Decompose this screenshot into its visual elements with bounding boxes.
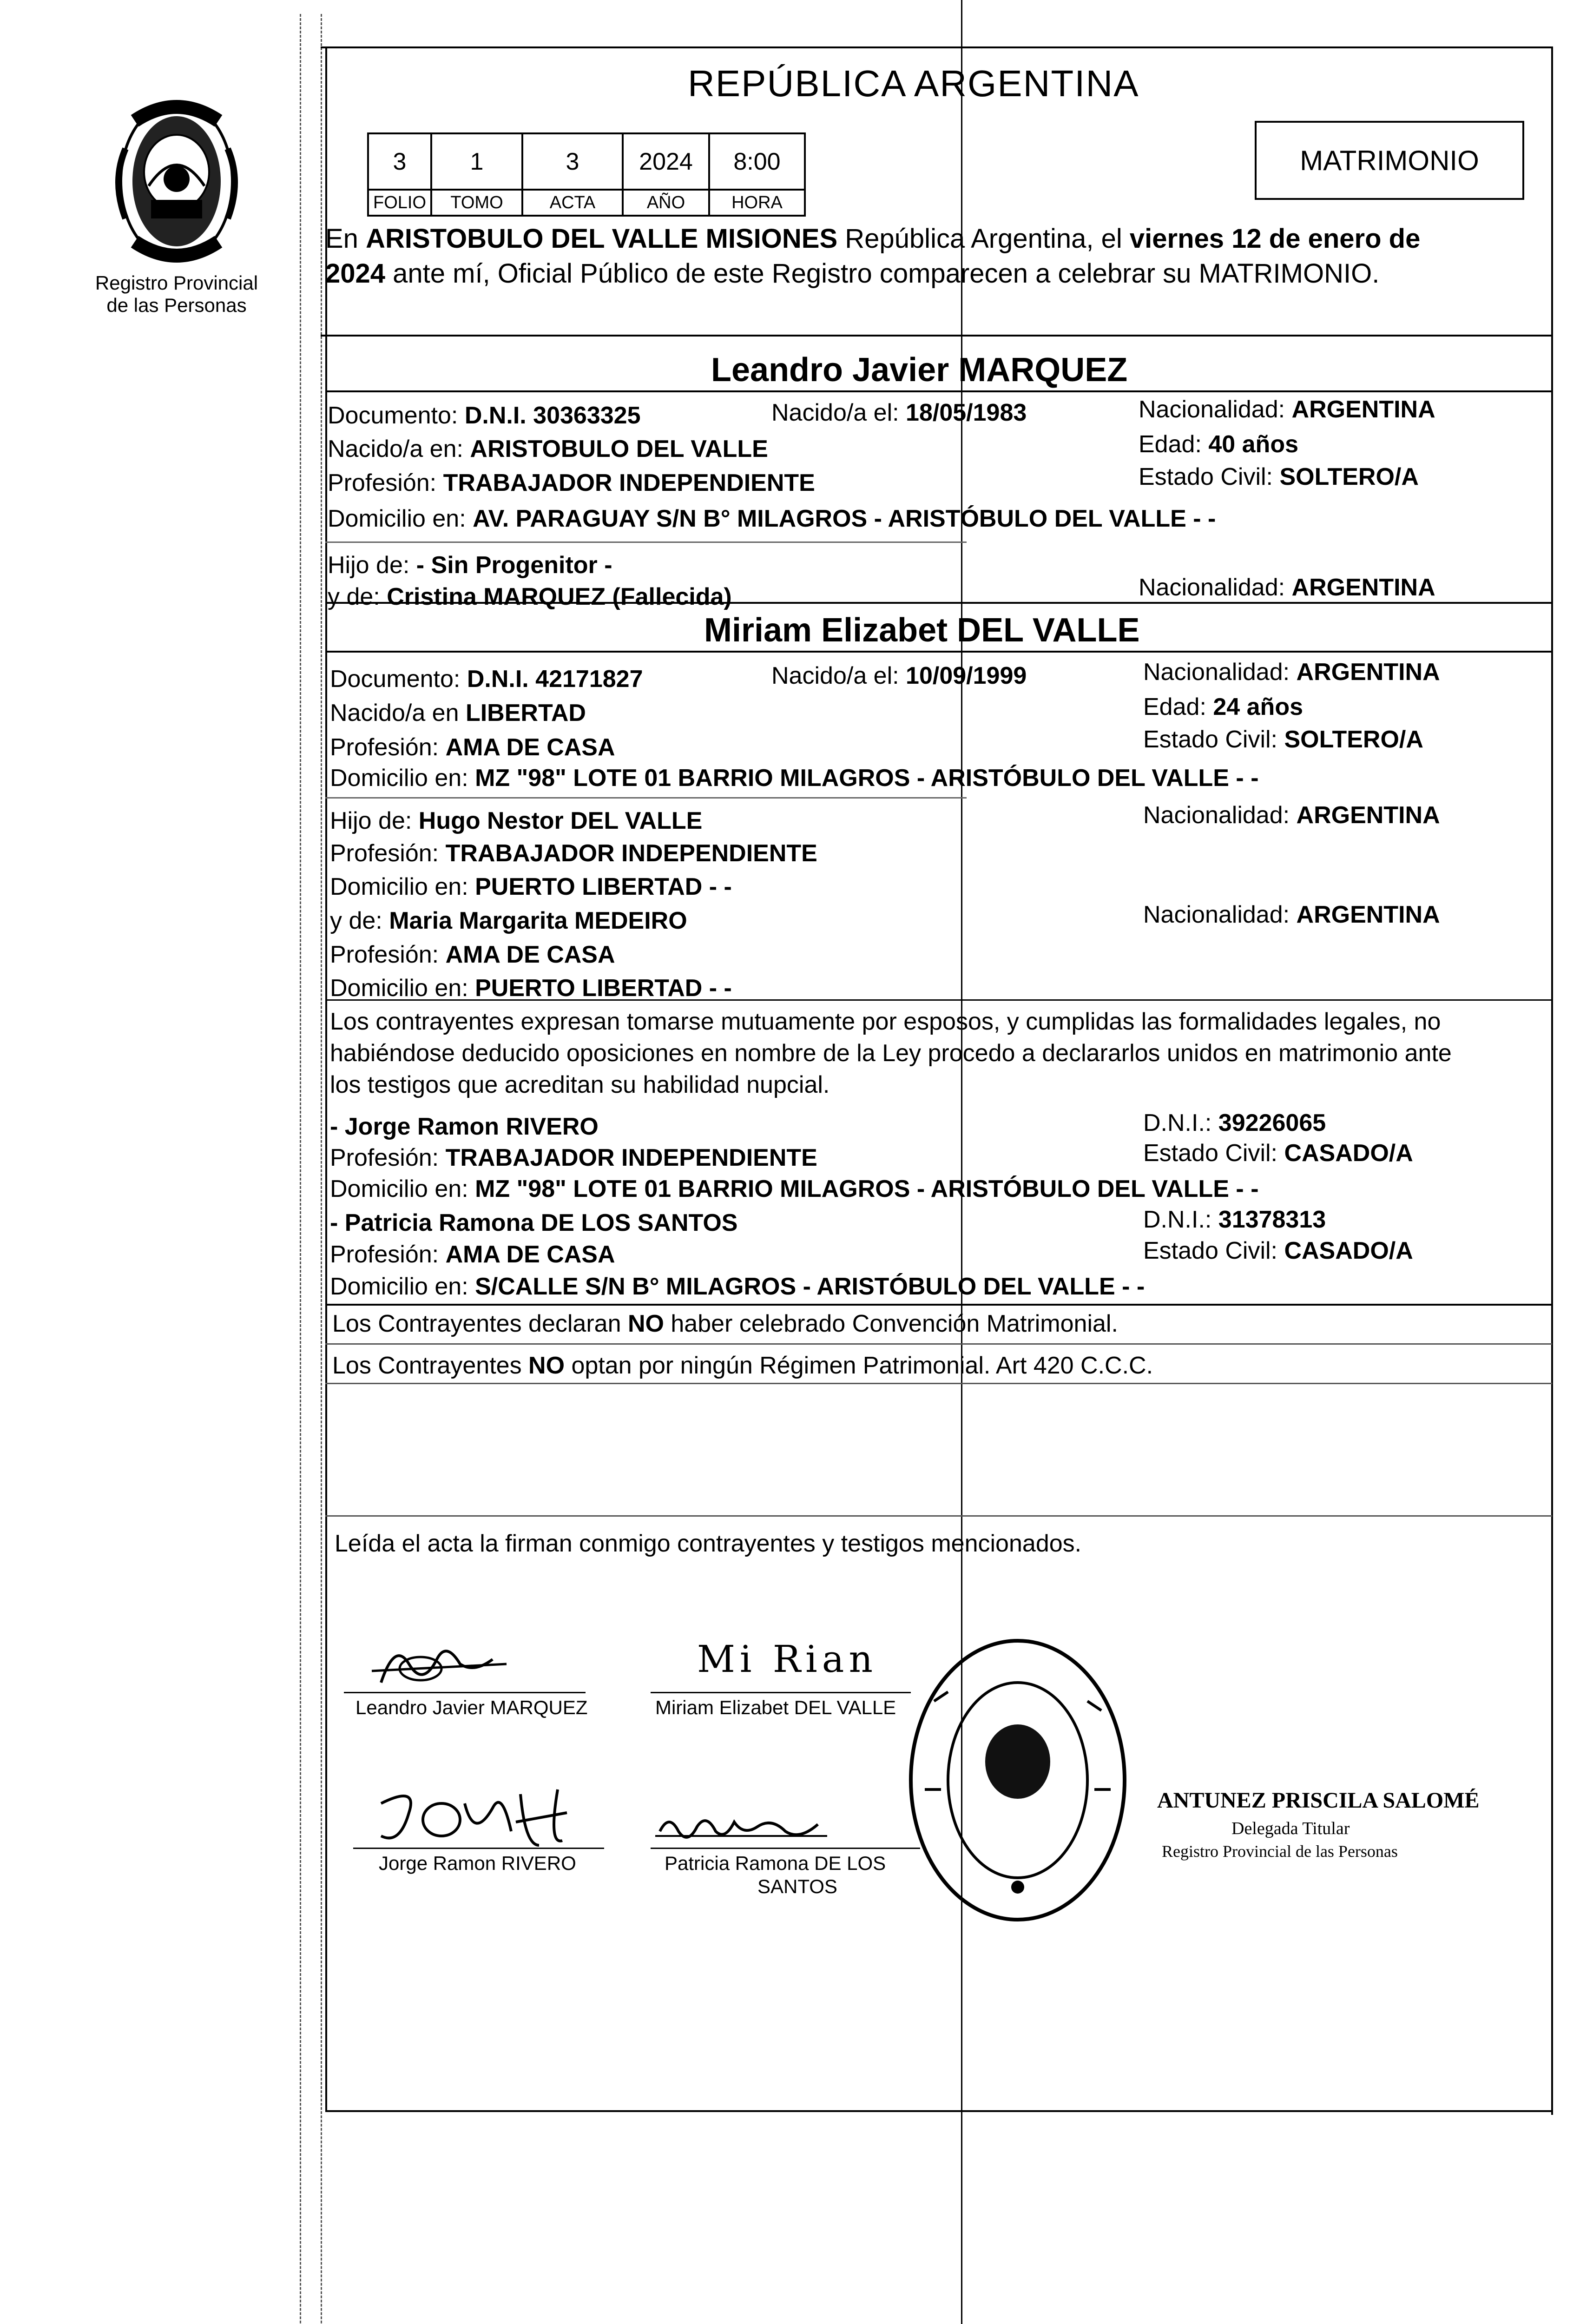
folio-value: 3 [367,132,432,191]
officer-title-1: Delegada Titular [1231,1819,1350,1838]
divider-spouse2-parents [325,797,967,799]
tomo-value: 1 [430,132,523,191]
logo-caption-line1: Registro Provincial [95,272,258,294]
province-logo [98,93,256,270]
spouse2-mother-nationality: Nacionalidad: ARGENTINA [1143,901,1440,928]
spouse1-civil: Estado Civil: SOLTERO/A [1139,463,1419,490]
signature-line-jorge [353,1848,604,1849]
logo-caption-line2: de las Personas [106,294,247,317]
registry-stamp-icon [906,1636,1129,1924]
intro-line-1: En ARISTOBULO DEL VALLE MISIONES República Argentina, el viernes 12 de enero de [325,224,1421,254]
divider-spouse1-end [325,602,1552,604]
margin-dashed-line-2 [321,14,322,2324]
witness2-address: Domicilio en: S/CALLE S/N B° MILAGROS - ARISTÓBULO DEL VALLE - - [330,1273,1145,1300]
signature-caption-leandro: Leandro Javier MARQUEZ [356,1697,588,1718]
signature-caption-patricia-1: Patricia Ramona DE LOS [665,1852,886,1874]
spouse1-address: Domicilio en: AV. PARAGUAY S/N B° MILAGROS - ARISTÓBULO DEL VALLE - - [328,505,1216,532]
signature-line-patricia [651,1848,920,1849]
spouse2-profession: Profesión: AMA DE CASA [330,734,615,761]
misiones-seal-icon [98,93,256,270]
spouse2-birthplace: Nacido/a en LIBERTAD [330,700,586,726]
spouse2-address: Domicilio en: MZ "98" LOTE 01 BARRIO MILAGROS - ARISTÓBULO DEL VALLE - - [330,765,1259,792]
witness1-dni: D.N.I.: 39226065 [1143,1109,1326,1136]
frame-right-lower [1551,627,1553,2115]
signature-jorge-mark [362,1776,595,1850]
convention-note: Los Contrayentes declaran NO haber celebrado Convención Matrimonial. [332,1310,1118,1337]
frame-bottom [325,2110,1552,2112]
declaration-line-3: los testigos que acreditan su habilidad nupcial. [330,1071,830,1098]
margin-dashed-line [300,14,301,2324]
divider-spouse2-name [325,651,1552,653]
signature-leandro-mark [353,1627,595,1692]
divider-spouse1-parents [325,541,967,543]
signature-jorge [362,1776,595,1850]
witness2-profession: Profesión: AMA DE CASA [330,1241,615,1268]
spouse2-mother-address: Domicilio en: PUERTO LIBERTAD - - [330,975,732,1002]
spouse1-birthplace: Nacido/a en: ARISTOBULO DEL VALLE [328,436,768,462]
frame-left [325,46,327,2110]
intro-line-2: 2024 ante mí, Oficial Público de este Registro comparecen a celebrar su MATRIMONIO. [325,258,1380,289]
divider-notes [325,1343,1552,1345]
acta-value: 3 [521,132,624,191]
official-stamp [906,1636,1129,1924]
act-type-box: MATRIMONIO [1255,121,1524,200]
spouse1-nationality: Nacionalidad: ARGENTINA [1139,396,1435,423]
frame-top [321,46,1552,48]
spouse2-father-address: Domicilio en: PUERTO LIBERTAD - - [330,873,732,900]
page-title: REPÚBLICA ARGENTINA [688,63,1139,104]
spouse1-doc: Documento: D.N.I. 30363325 [328,402,641,429]
signature-miriam-mark: Mi Rian [697,1637,877,1681]
declaration-line-2: habiéndose deducido oposiciones en nombre de la Ley procedo a declararlos unidos en matrimonio ante [330,1040,1452,1067]
spouse2-father-nationality: Nacionalidad: ARGENTINA [1143,802,1440,829]
witness2-name: - Patricia Ramona DE LOS SANTOS [330,1209,738,1236]
spouse2-mother-profession: Profesión: AMA DE CASA [330,941,615,968]
divider-closing [325,1515,1552,1517]
tomo-label: TOMO [430,189,523,217]
folio-label: FOLIO [367,189,432,217]
spouse2-father-profession: Profesión: TRABAJADOR INDEPENDIENTE [330,840,817,867]
divider-spouse1-name [325,390,1552,392]
frame-right [1551,46,1553,627]
spouse2-doc: Documento: D.N.I. 42171827 [330,666,643,693]
spouse1-name: Leandro Javier MARQUEZ [711,351,1128,389]
spouse2-mother: y de: Maria Margarita MEDEIRO [330,907,687,934]
divider-notes-end [325,1383,1552,1384]
spouse2-born: Nacido/a el: 10/09/1999 [771,662,1027,689]
hora-value: 8:00 [708,132,806,191]
signature-patricia-mark [651,1803,846,1850]
divider-header [321,335,1552,337]
spouse1-born: Nacido/a el: 18/05/1983 [771,399,1027,426]
officer-title-2: Registro Provincial de las Personas [1162,1842,1398,1861]
witness2-dni: D.N.I.: 31378313 [1143,1206,1326,1233]
spouse1-mother: y de: Cristina MARQUEZ (Fallecida) [328,583,732,610]
logo-caption [84,272,270,317]
signature-caption-patricia-2: SANTOS [757,1875,837,1897]
witness1-profession: Profesión: TRABAJADOR INDEPENDIENTE [330,1144,817,1171]
spouse2-father: Hijo de: Hugo Nestor DEL VALLE [330,807,703,834]
spouse2-name: Miriam Elizabet DEL VALLE [704,612,1140,649]
officer-name: ANTUNEZ PRISCILA SALOMÉ [1157,1788,1480,1813]
witness1-address: Domicilio en: MZ "98" LOTE 01 BARRIO MILAGROS - ARISTÓBULO DEL VALLE - - [330,1175,1259,1202]
signature-line-leandro [344,1692,586,1693]
signature-leandro [353,1627,595,1692]
divider-spouse2-end [325,999,1552,1001]
hora-label: HORA [708,189,806,217]
signature-line-miriam [651,1692,911,1693]
spouse1-mother-nationality: Nacionalidad: ARGENTINA [1139,574,1435,601]
anio-value: 2024 [622,132,710,191]
witness2-civil: Estado Civil: CASADO/A [1143,1237,1413,1264]
signature-patricia [651,1803,846,1850]
spouse2-nationality: Nacionalidad: ARGENTINA [1143,659,1440,686]
divider-witness-end [325,1304,1552,1306]
spouse1-father: Hijo de: - Sin Progenitor - [328,552,612,579]
closing-statement: Leída el acta la firman conmigo contrayentes y testigos mencionados. [335,1530,1082,1557]
declaration-line-1: Los contrayentes expresan tomarse mutuamente por esposos, y cumplidas las formalidades legales, no [330,1008,1441,1035]
signature-caption-miriam: Miriam Elizabet DEL VALLE [655,1697,896,1718]
spouse2-civil: Estado Civil: SOLTERO/A [1143,726,1423,753]
fold-line [961,0,962,2324]
spouse1-profession: Profesión: TRABAJADOR INDEPENDIENTE [328,469,815,496]
regime-note: Los Contrayentes NO optan por ningún Régimen Patrimonial. Art 420 C.C.C. [332,1352,1153,1379]
witness1-civil: Estado Civil: CASADO/A [1143,1140,1413,1167]
acta-label: ACTA [521,189,624,217]
spouse1-age: Edad: 40 años [1139,431,1298,458]
witness1-name: - Jorge Ramon RIVERO [330,1113,599,1140]
spouse2-age: Edad: 24 años [1143,693,1303,720]
anio-label: AÑO [622,189,710,217]
signature-caption-jorge: Jorge Ramon RIVERO [379,1852,576,1874]
